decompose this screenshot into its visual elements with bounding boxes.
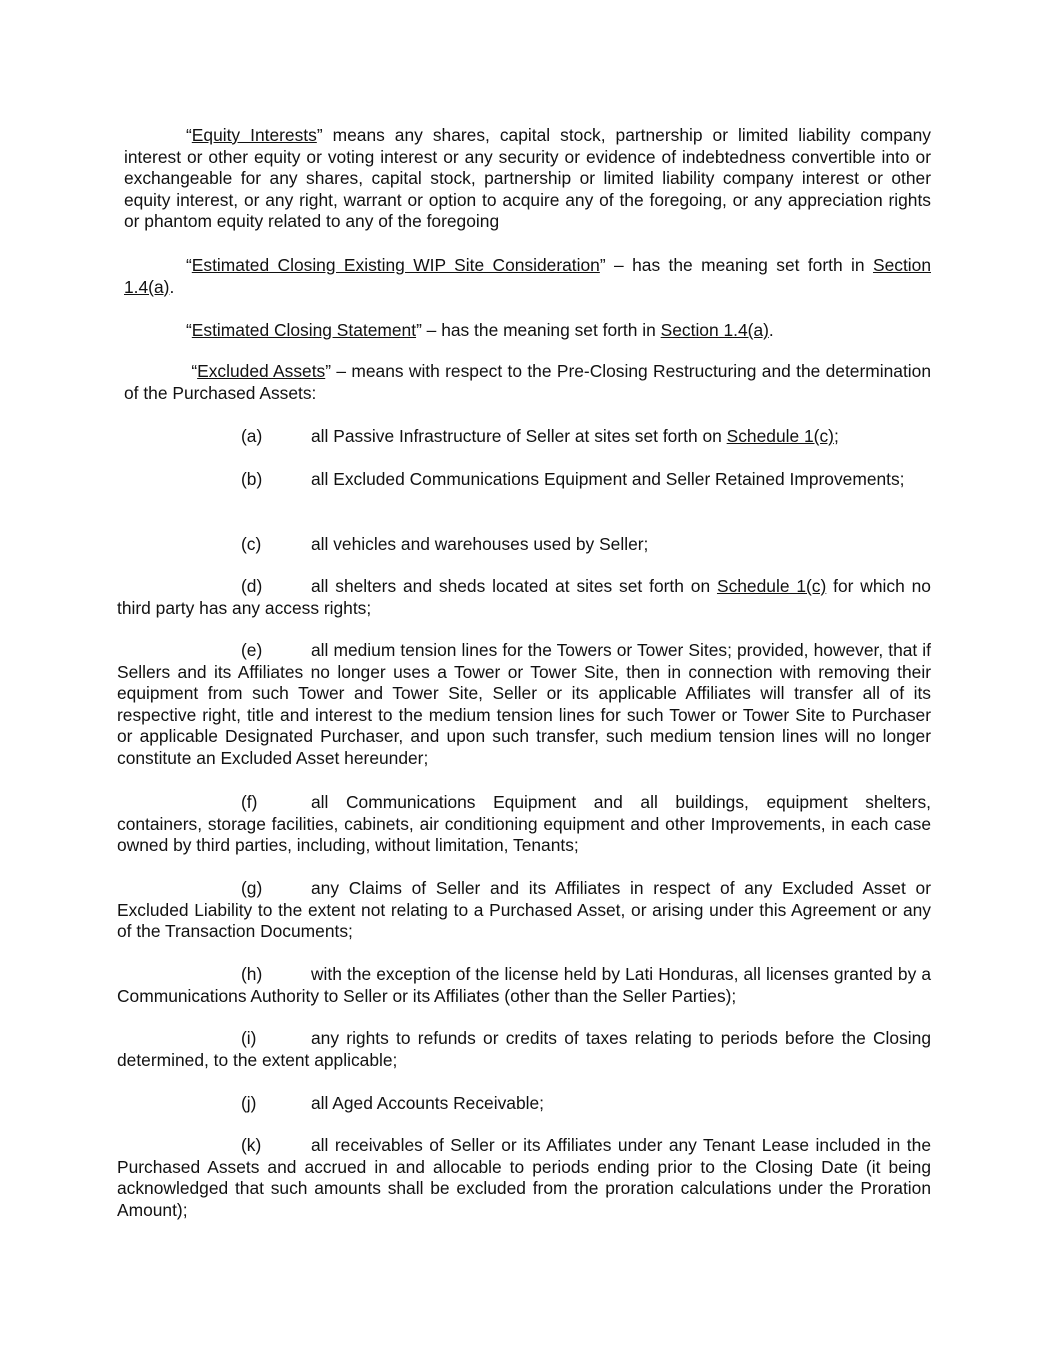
- excluded-asset-item-e: [117, 640, 931, 770]
- defined-term: Equity Interests: [191, 125, 317, 145]
- excluded-asset-item-k: [117, 1135, 931, 1221]
- defined-term: Estimated Closing Existing WIP Site Consideration: [191, 255, 600, 275]
- section-reference: Section 1.4(a): [124, 255, 931, 297]
- item-label: (f): [241, 792, 258, 812]
- definition-text: ” – means with respect to the Pre-Closing Restructuring and the determination of the Purchased Assets:: [124, 361, 931, 403]
- open-quote: “: [186, 320, 192, 340]
- item-text: any Claims of Seller and its Affiliates in respect of any Excluded Asset or Excluded Liability to the extent not relating to a Purchased Asset, or arising under this Agreement or any of the Transaction Documents;: [117, 878, 931, 942]
- excluded-asset-item-d: [117, 576, 931, 619]
- punctuation: ;: [833, 426, 839, 446]
- excluded-asset-item-a: [117, 426, 931, 448]
- item-text-continued: for which no third party has any access rights;: [117, 576, 931, 618]
- item-text: all Aged Accounts Receivable;: [311, 1093, 544, 1113]
- item-text: all medium tension lines for the Towers or Tower Sites; provided, however, that if Sellers and its Affiliates no longer uses a Tower or Tower Site, then in connection with removing their equipment from such Tower and Tower Site, Seller or its applicable Affiliates will transfer all of its respective right, title and interest to the medium tension lines for such Tower or Tower Site to Purchaser or applicable Designated Purchaser, and upon such transfer, such medium tension lines will no longer constitute an Excluded Asset hereunder;: [117, 640, 931, 768]
- schedule-reference: Schedule 1(c): [726, 426, 834, 446]
- excluded-asset-item-b: [117, 469, 931, 491]
- excluded-asset-item-h: [117, 964, 931, 1007]
- item-text: all receivables of Seller or its Affiliates under any Tenant Lease included in the Purchased Assets and accrued in and allocable to periods ending prior to the Closing Date (it being acknowledged that such amounts shall be excluded from the proration calculations under the Proration Amount);: [117, 1135, 931, 1220]
- item-label: (d): [241, 576, 263, 596]
- item-label: (g): [241, 878, 263, 898]
- excluded-asset-item-f: [117, 792, 931, 857]
- definition-text: ” – has the meaning set forth in: [599, 255, 873, 275]
- excluded-asset-item-c: [117, 534, 931, 556]
- item-label: (j): [241, 1093, 257, 1113]
- punctuation: .: [768, 320, 774, 340]
- item-label: (i): [241, 1028, 257, 1048]
- item-label: (k): [241, 1135, 262, 1155]
- definition-excluded-assets: [124, 361, 931, 404]
- open-quote: “: [186, 255, 192, 275]
- definition-text: ” – has the meaning set forth in: [416, 320, 661, 340]
- excluded-asset-item-g: [117, 878, 931, 943]
- open-quote: “: [186, 125, 192, 145]
- definition-equity-interests: [124, 125, 931, 233]
- punctuation: .: [169, 276, 175, 297]
- defined-term: Estimated Closing Statement: [191, 320, 417, 340]
- item-label: (a): [241, 426, 263, 446]
- excluded-asset-item-i: [117, 1028, 931, 1071]
- schedule-reference: Schedule 1(c): [716, 576, 827, 596]
- item-text: all Passive Infrastructure of Seller at sites set forth on: [311, 426, 727, 446]
- item-text: with the exception of the license held by Lati Honduras, all licenses granted by a Communications Authority to Seller or its Affiliates (other than the Seller Parties);: [117, 964, 931, 1006]
- definition-estimated-closing-existing-wip: [124, 255, 931, 298]
- item-text: all vehicles and warehouses used by Seller;: [311, 534, 649, 554]
- definition-estimated-closing-statement: [124, 320, 931, 342]
- item-text: all Communications Equipment and all buildings, equipment shelters, containers, storage facilities, cabinets, air conditioning equipment and other Improvements, in each case owned by third parties, including, without limitation, Tenants;: [117, 792, 931, 856]
- item-text: all shelters and sheds located at sites set forth on: [311, 576, 717, 596]
- open-quote: “: [186, 361, 198, 381]
- defined-term: Excluded Assets: [197, 361, 326, 381]
- definition-text: ” means any shares, capital stock, partnership or limited liability company interest or other equity or voting interest or any security or evidence of indebtedness convertible into or exchangeable for any shares, capital stock, partnership or limited liability company interest or other equity interest, or any right, warrant or option to acquire any of the foregoing, or any appreciation rights or phantom equity related to any of the foregoing: [124, 125, 931, 232]
- item-label: (b): [241, 469, 263, 489]
- item-text: all Excluded Communications Equipment and Seller Retained Improvements;: [311, 469, 905, 489]
- section-reference: Section 1.4(a): [660, 320, 769, 340]
- item-label: (e): [241, 640, 263, 660]
- excluded-asset-item-j: [117, 1093, 931, 1115]
- item-text: any rights to refunds or credits of taxes relating to periods before the Closing determined, to the extent applicable;: [117, 1028, 931, 1070]
- item-label: (h): [241, 964, 263, 984]
- item-label: (c): [241, 534, 262, 554]
